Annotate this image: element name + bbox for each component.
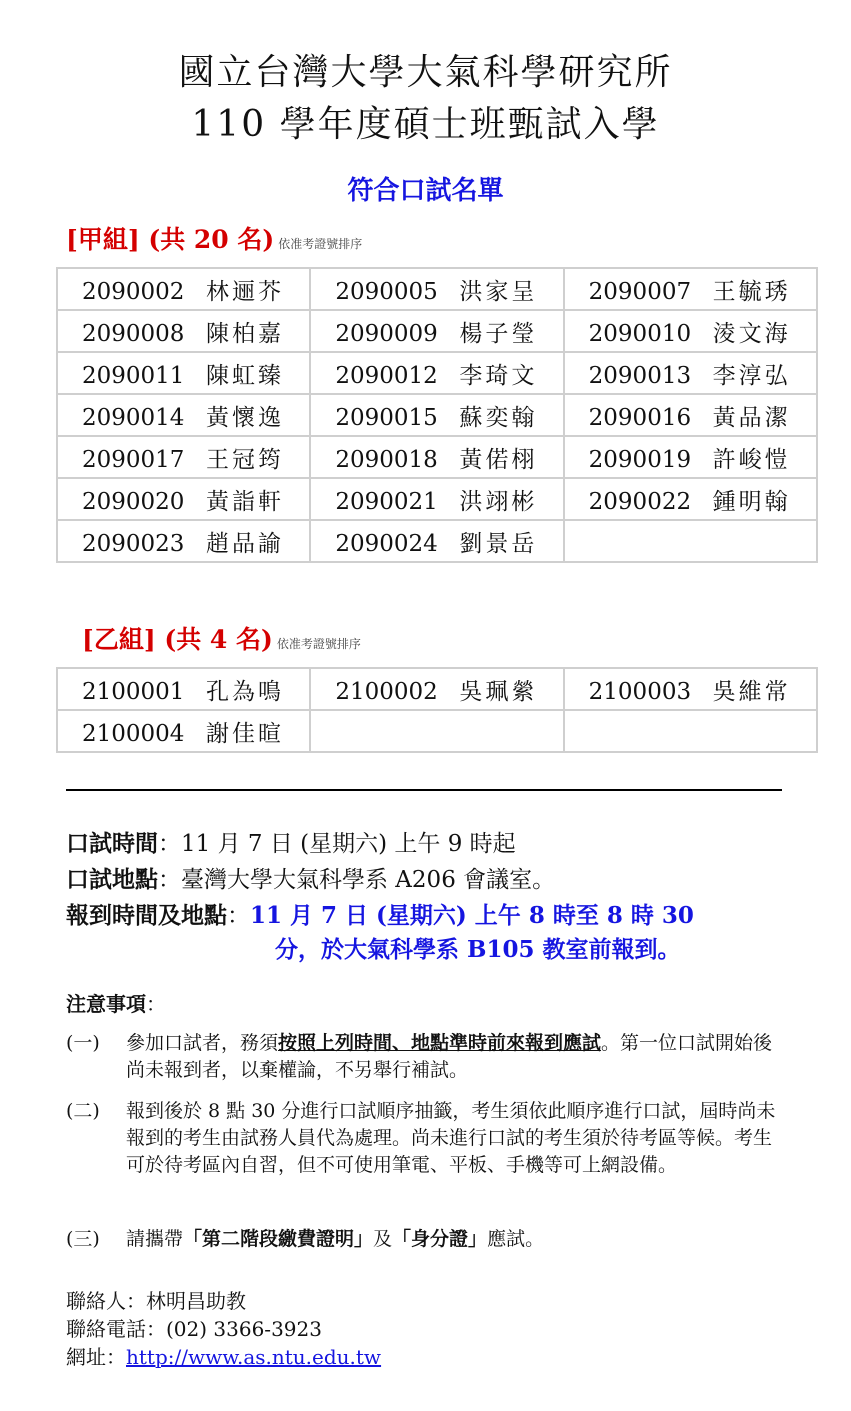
candidate-id: 2090022 [588, 488, 692, 515]
note-item-2-number: (二) [66, 1100, 100, 1122]
roster-cell [564, 668, 817, 710]
roster-cell [57, 520, 310, 562]
note-item-1 [66, 1030, 786, 1084]
roster-cell [57, 310, 310, 352]
candidate-name: 陳虹臻 [206, 362, 284, 389]
note-item-3-post: 應試。 [487, 1228, 545, 1250]
roster-cell [310, 478, 563, 520]
note-item-3-mid: 及 [373, 1228, 393, 1250]
candidate-id: 2090011 [82, 362, 185, 389]
candidate-id: 2090018 [335, 446, 438, 473]
contact-person-label: 聯絡人 [66, 1289, 126, 1313]
contact-web-label: 網址 [66, 1345, 106, 1369]
candidate-id: 2090013 [588, 362, 692, 389]
candidate-id: 2090010 [588, 320, 692, 347]
candidate-id: 2090002 [82, 278, 185, 305]
table-row [57, 352, 817, 394]
document-title-line2: 110 學年度碩士班甄試入學 [191, 104, 660, 145]
candidate-id: 2090016 [588, 404, 692, 431]
roster-cell [564, 478, 817, 520]
note-item-1-emphasis: 按照上列時間、地點準時前來報到應試 [278, 1032, 602, 1054]
roster-cell [564, 394, 817, 436]
exam-place-value: 臺灣大學大氣科學系 A206 會議室。 [181, 867, 556, 893]
table-row [57, 710, 817, 752]
candidate-name: 謝佳暄 [206, 720, 284, 747]
candidate-id: 2090005 [335, 278, 438, 305]
colon: ： [158, 831, 181, 857]
candidate-id: 2090009 [335, 320, 438, 347]
colon: ： [227, 903, 250, 929]
contact-person: 林明昌助教 [146, 1289, 246, 1313]
note-item-3 [66, 1226, 786, 1253]
roster-cell [310, 520, 563, 562]
candidate-name: 孔為鳴 [206, 678, 284, 705]
notes-heading-text: 注意事項 [66, 992, 146, 1016]
group-a-heading [66, 220, 362, 256]
contact-web-line [66, 1341, 381, 1370]
exam-time-line [66, 825, 516, 858]
colon: ： [146, 1317, 166, 1341]
note-item-3-number: (三) [66, 1228, 100, 1250]
roster-cell [310, 268, 563, 310]
note-item-2-text: 報到後於 8 點 30 分進行口試順序抽籤，考生須依此順序進行口試，屆時尚未報到的考生由試務人員代為處理。尚未進行口試的考生須於待考區等候。考生可於待考區內自習，但不可使用筆電、平板、手機等可上網設備。 [126, 1100, 776, 1176]
candidate-name: 黃詣軒 [206, 488, 284, 515]
group-a-sort-note: 依准考證號排序 [278, 237, 363, 251]
group-b-label: [乙組] (共 4 名) [82, 625, 273, 654]
exam-time-value: 11 月 7 日 (星期六) 上午 9 時起 [181, 831, 516, 857]
checkin-value-line1: 11 月 7 日 (星期六) 上午 8 時至 8 時 30 [250, 902, 694, 929]
exam-place-line [66, 861, 555, 894]
roster-cell [564, 310, 817, 352]
table-row [57, 478, 817, 520]
candidate-id: 2090020 [82, 488, 185, 515]
notes-heading [66, 988, 166, 1017]
roster-cell [57, 478, 310, 520]
candidate-name: 許峻愷 [712, 446, 791, 473]
exam-place-label: 口試地點 [66, 866, 158, 893]
exam-time-label: 口試時間 [66, 830, 158, 857]
note-item-1-number: (一) [66, 1032, 100, 1054]
candidate-name: 黃懷逸 [206, 404, 284, 431]
table-row [57, 436, 817, 478]
roster-cell [564, 520, 817, 562]
roster-cell [57, 352, 310, 394]
candidate-name: 王冠筠 [206, 446, 284, 473]
candidate-id: 2090014 [82, 404, 185, 431]
candidate-id: 2090021 [335, 488, 438, 515]
table-row [57, 520, 817, 562]
candidate-name: 洪翊彬 [459, 488, 538, 515]
candidate-id: 2100001 [82, 678, 185, 705]
candidate-name: 趙品諭 [206, 530, 284, 557]
roster-cell [310, 394, 563, 436]
checkin-line [66, 897, 694, 930]
colon: ： [158, 867, 181, 893]
colon: ： [106, 1345, 126, 1369]
candidate-name: 蘇奕翰 [459, 404, 538, 431]
candidate-name: 吳珮縈 [459, 678, 538, 705]
roster-cell [564, 352, 817, 394]
candidate-id: 2090023 [82, 530, 185, 557]
checkin-value-line2: 分，於大氣科學系 B105 教室前報到。 [275, 936, 681, 963]
candidate-name: 黃品潔 [712, 404, 791, 431]
contact-phone: (02) 3366-3923 [166, 1317, 322, 1341]
candidate-name: 楊子瑩 [459, 320, 538, 347]
candidate-id: 2090019 [588, 446, 692, 473]
candidate-name: 吳維常 [712, 678, 791, 705]
candidate-id: 2100004 [82, 720, 185, 747]
checkin-label: 報到時間及地點 [66, 902, 227, 929]
candidate-id: 2090007 [588, 278, 692, 305]
table-row [57, 310, 817, 352]
table-row [57, 668, 817, 710]
candidate-id: 2090015 [335, 404, 438, 431]
candidate-id: 2090024 [335, 530, 438, 557]
candidate-name: 黃偌栩 [459, 446, 538, 473]
roster-cell [57, 394, 310, 436]
roster-cell [57, 436, 310, 478]
candidate-name: 淩文海 [712, 320, 791, 347]
table-row [57, 268, 817, 310]
candidate-id: 2100002 [335, 678, 438, 705]
list-subtitle: 符合口試名單 [347, 176, 504, 206]
candidate-id: 2100003 [588, 678, 692, 705]
roster-cell [564, 436, 817, 478]
roster-cell [564, 268, 817, 310]
contact-phone-line [66, 1313, 322, 1342]
candidate-name: 劉景岳 [459, 530, 538, 557]
group-a-roster-table [56, 267, 818, 563]
table-row [57, 394, 817, 436]
candidate-name: 王毓琇 [712, 278, 791, 305]
contact-person-line [66, 1285, 246, 1314]
group-b-sort-note: 依准考證號排序 [276, 637, 361, 651]
roster-cell [310, 436, 563, 478]
candidate-name: 陳柏嘉 [206, 320, 284, 347]
note-item-2 [66, 1098, 786, 1179]
candidate-name: 李淳弘 [712, 362, 791, 389]
colon: ： [126, 1289, 146, 1313]
candidate-id: 2090012 [335, 362, 438, 389]
note-item-3-pre: 請攜帶 [126, 1228, 184, 1250]
note-item-3-document-2: 「身分證」 [392, 1228, 488, 1250]
roster-cell [564, 710, 817, 752]
group-b-roster-table [56, 667, 818, 753]
contact-phone-label: 聯絡電話 [66, 1317, 146, 1341]
roster-cell [310, 668, 563, 710]
candidate-id: 2090008 [82, 320, 185, 347]
note-item-3-document-1: 「第二階段繳費證明」 [183, 1228, 374, 1250]
candidate-name: 鍾明翰 [712, 488, 791, 515]
group-a-label: [甲組] (共 20 名) [66, 225, 275, 254]
roster-cell [57, 710, 310, 752]
roster-cell [310, 710, 563, 752]
candidate-name: 洪家呈 [459, 278, 538, 305]
roster-cell [310, 352, 563, 394]
roster-cell [57, 668, 310, 710]
candidate-id: 2090017 [82, 446, 185, 473]
roster-cell [57, 268, 310, 310]
colon: ： [146, 992, 166, 1016]
website-link[interactable]: http://www.as.ntu.edu.tw [126, 1345, 382, 1369]
note-item-1-pre: 參加口試者，務須 [126, 1032, 279, 1054]
section-divider [66, 789, 782, 791]
note-item-1-post: 。第一位口試開始後尚未報到者，以棄權論，不另舉行補試。 [126, 1032, 773, 1081]
candidate-name: 林逦芥 [206, 278, 284, 305]
document-title-line1: 國立台灣大學大氣科學研究所 [178, 52, 673, 93]
candidate-name: 李琦文 [459, 362, 538, 389]
group-b-heading [82, 620, 361, 656]
roster-cell [310, 310, 563, 352]
